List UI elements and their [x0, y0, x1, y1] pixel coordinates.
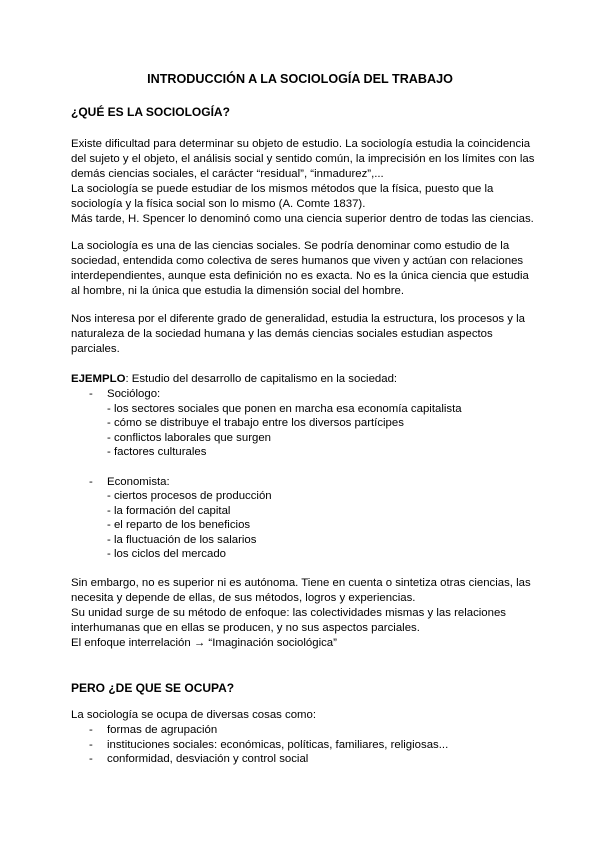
economista-item: - la fluctuación de los salarios — [107, 534, 257, 546]
section-heading-de-que-se-ocupa: PERO ¿DE QUE SE OCUPA? — [71, 681, 235, 695]
paragraph-line: La sociología se puede estudiar de los mismos métodos que la física, puesto que la — [71, 183, 494, 195]
sociologo-item: - los sectores sociales que ponen en marcha esa economía capitalista — [107, 403, 462, 415]
paragraph-line: El enfoque interrelación → “Imaginación sociológica” — [71, 637, 337, 649]
paragraph-4 — [71, 576, 541, 651]
bullet-dash: - — [89, 724, 93, 736]
paragraph-line: Nos interesa por el diferente grado de generalidad, estudia la estructura, los procesos y la — [71, 313, 525, 325]
paragraph-line: interdependientes, aunque esta definición no es exacta. No es la única ciencia que estudia — [71, 270, 529, 282]
example-label: EJEMPLO — [71, 373, 126, 385]
paragraph-2 — [71, 239, 541, 299]
example-line — [71, 372, 397, 387]
ocupa-item: instituciones sociales: económicas, políticas, familiares, religiosas... — [107, 739, 449, 751]
sociologo-item: - conflictos laborales que surgen — [107, 432, 271, 444]
document-title: INTRODUCCIÓN A LA SOCIOLOGÍA DEL TRABAJO — [147, 72, 453, 86]
paragraph-line: parciales. — [71, 343, 120, 355]
economista-item: - el reparto de los beneficios — [107, 519, 251, 531]
sociologo-item: - factores culturales — [107, 446, 207, 458]
economista-item: - la formación del capital — [107, 505, 231, 517]
example-text: : Estudio del desarrollo de capitalismo en la sociedad: — [125, 373, 398, 385]
paragraph-1 — [71, 137, 541, 227]
paragraph-line: demás ciencias sociales, el carácter “residual”, “inmadurez”,... — [71, 168, 384, 180]
economista-label: Economista: — [107, 476, 170, 488]
paragraph-line: necesita y depende de ellas, de sus métodos, logros y experiencias. — [71, 592, 416, 604]
paragraph-5: La sociología se ocupa de diversas cosas como: — [71, 709, 317, 721]
section-heading-que-es: ¿QUÉ ES LA SOCIOLOGÍA? — [71, 105, 230, 119]
paragraph-line: naturaleza de la sociedad humana y las demás ciencias sociales estudian aspectos — [71, 328, 493, 340]
bullet-dash: - — [89, 388, 93, 400]
economista-item: - ciertos procesos de producción — [107, 490, 272, 502]
paragraph-line: Más tarde, H. Spencer lo denominó como una ciencia superior dentro de todas las ciencias. — [71, 213, 534, 225]
paragraph-line: interhumanas que en ellas se producen, y no sus aspectos parciales. — [71, 622, 420, 634]
paragraph-3 — [71, 312, 541, 357]
economista-item: - los ciclos del mercado — [107, 548, 227, 560]
bullet-dash: - — [89, 739, 93, 751]
paragraph-line: Sin embargo, no es superior ni es autónoma. Tiene en cuenta o sintetiza otras ciencias, las — [71, 577, 531, 589]
paragraph-line: Existe dificultad para determinar su objeto de estudio. La sociología estudia la coincidencia — [71, 138, 531, 150]
bullet-dash: - — [89, 476, 93, 488]
paragraph-line: La sociología es una de las ciencias sociales. Se podría denominar como estudio de la — [71, 240, 510, 252]
bullet-dash: - — [89, 753, 93, 765]
paragraph-line: al hombre, ni la única que estudia la dimensión social del hombre. — [71, 285, 405, 297]
paragraph-line: sociología y la física social son lo mismo (A. Comte 1837). — [71, 198, 366, 210]
paragraph-line: sociedad, entendida como colectiva de seres humanos que viven y actúan con relaciones — [71, 255, 524, 267]
sociologo-item: - cómo se distribuye el trabajo entre los diversos partícipes — [107, 417, 404, 429]
paragraph-line: del sujeto y el objeto, el análisis social y sentido común, la imprecisión en los límites con las — [71, 153, 535, 165]
paragraph-line: Su unidad surge de su método de enfoque: las colectividades mismas y las relaciones — [71, 607, 506, 619]
ocupa-item: formas de agrupación — [107, 724, 218, 736]
sociologo-label: Sociólogo: — [107, 388, 161, 400]
ocupa-item: conformidad, desviación y control social — [107, 753, 309, 765]
